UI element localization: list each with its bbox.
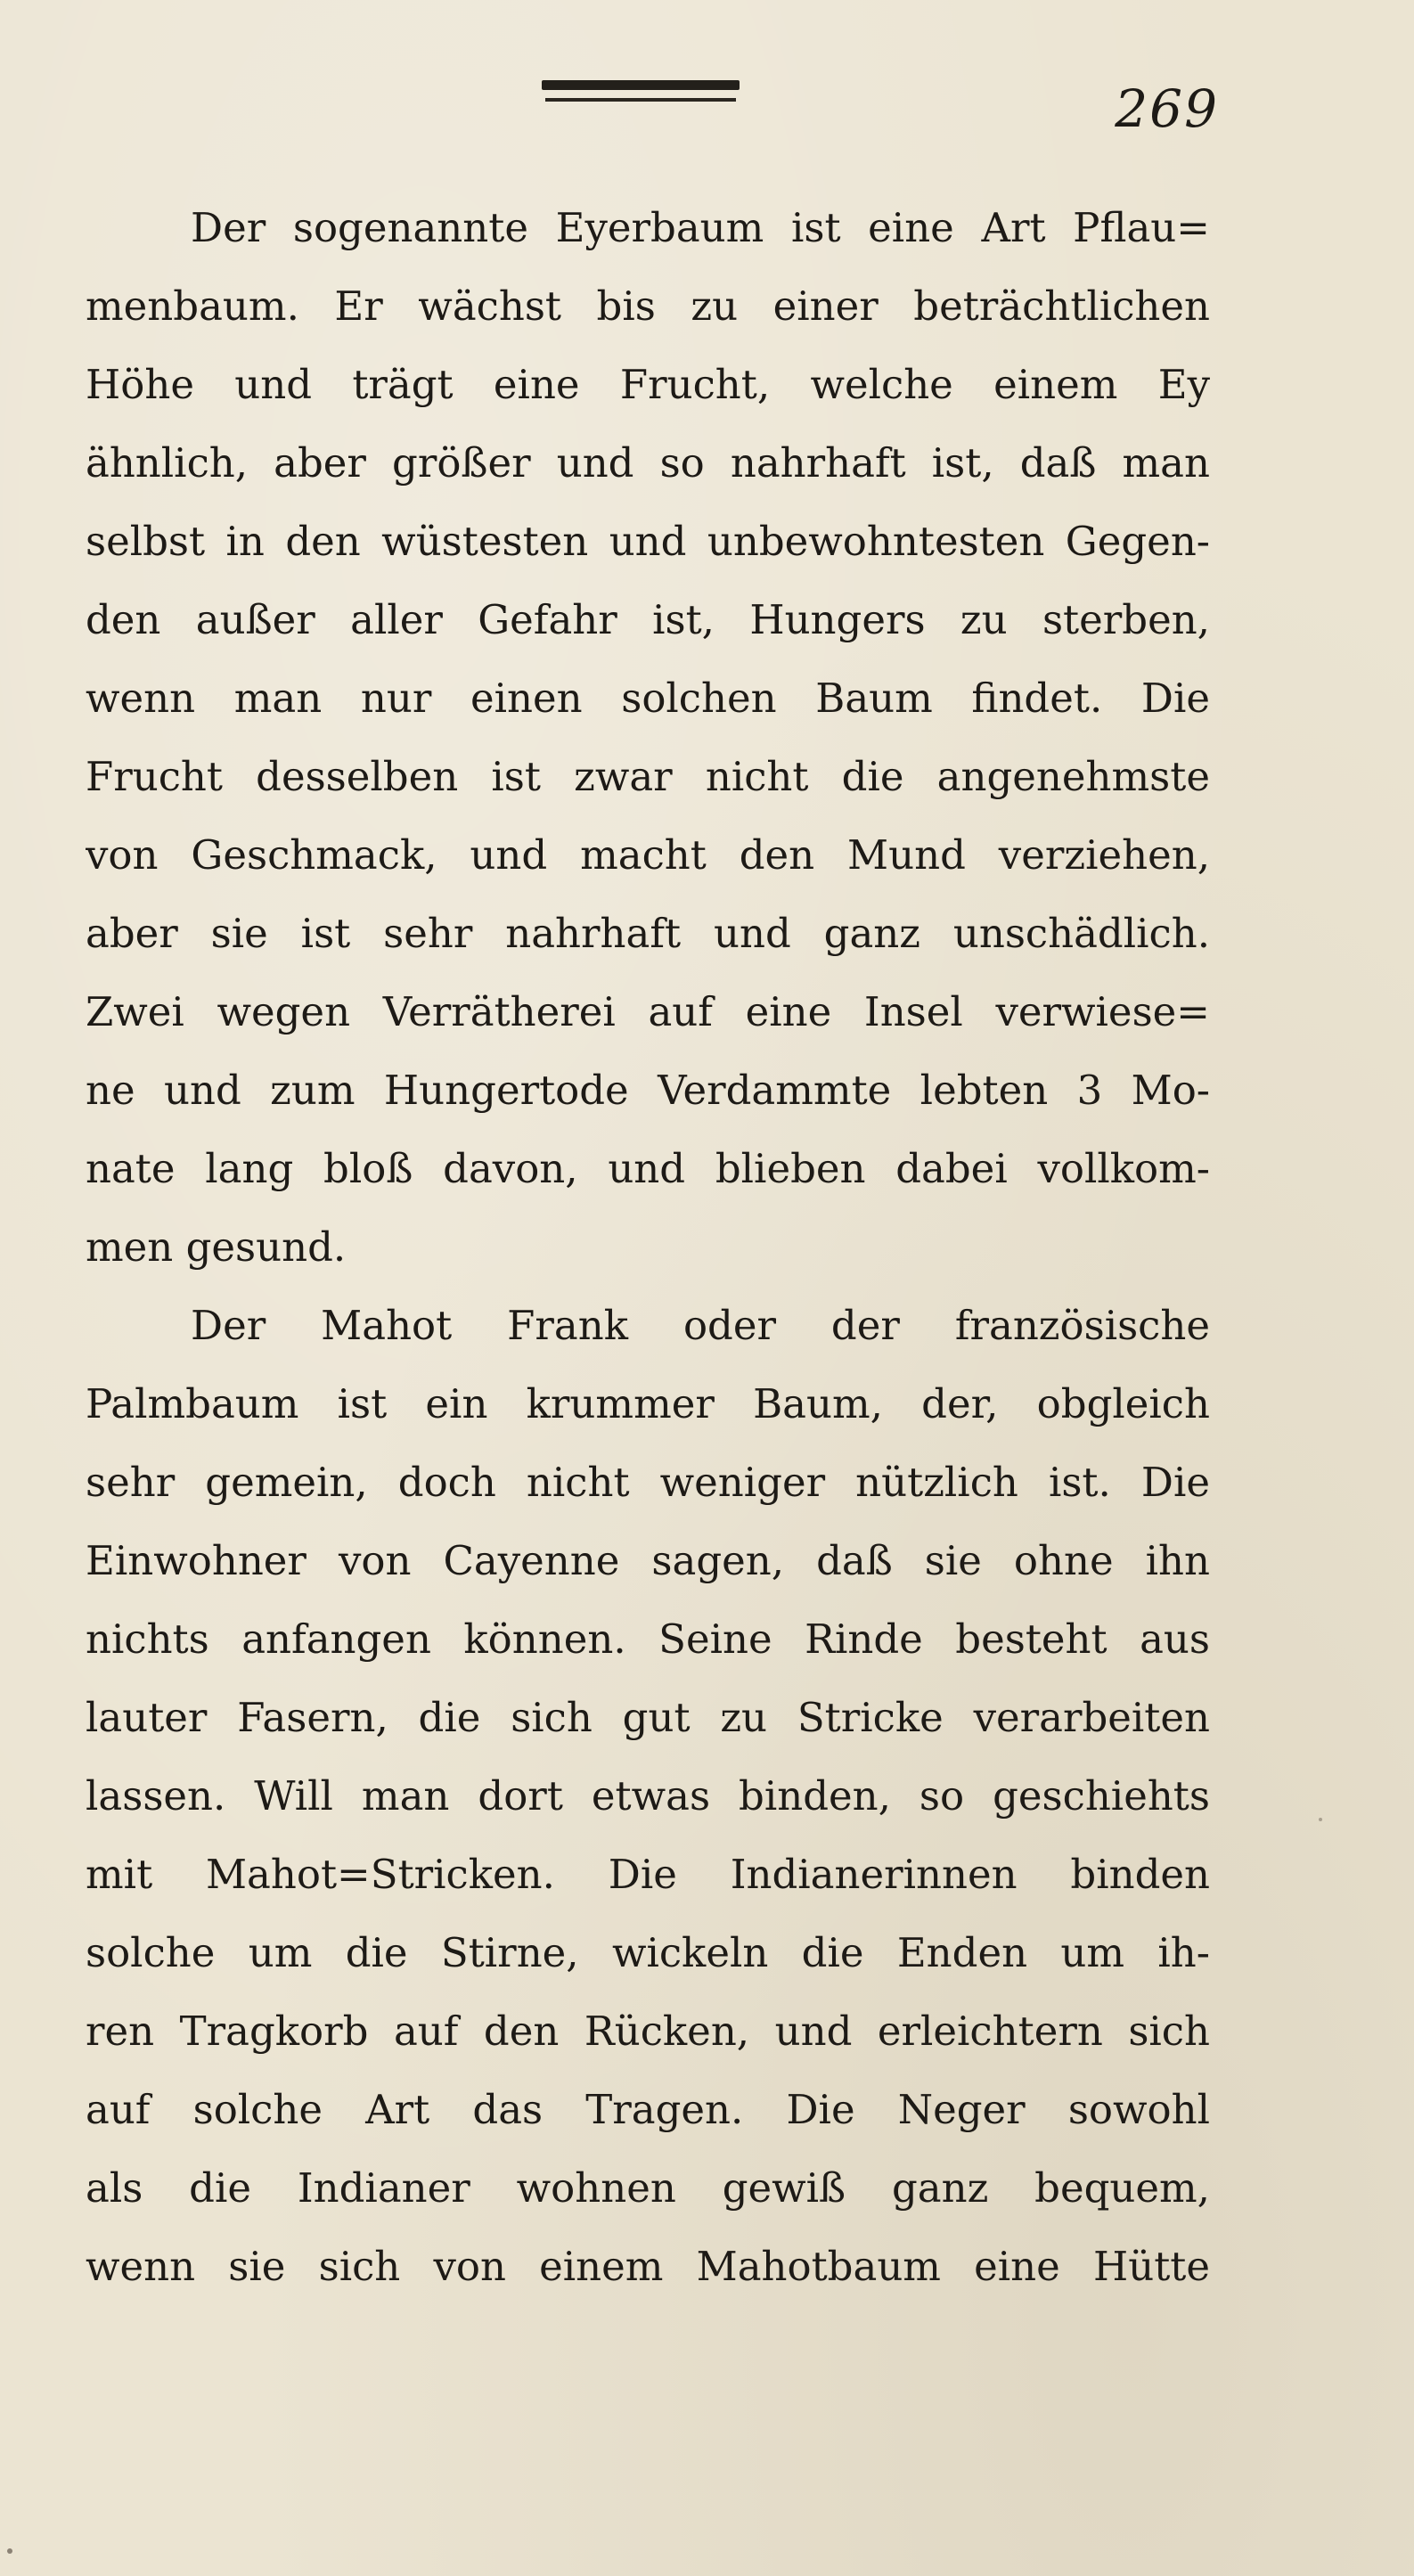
page-number: 269 <box>1115 78 1219 139</box>
paper-speck <box>7 2548 12 2554</box>
text-line: ne und zum Hungertode Verdammte lebten 3 Mo- <box>86 1067 1210 1114</box>
text-line: Einwohner von Cayenne sagen, daß sie ohne ihn <box>86 1537 1210 1584</box>
header-rule-thin <box>545 98 736 102</box>
text-line: als die Indianer wohnen gewiß ganz bequem, <box>86 2164 1210 2212</box>
text-line: Höhe und trägt eine Frucht, welche einem Ey <box>86 361 1210 408</box>
body-text <box>86 189 1210 2306</box>
text-line: nate lang bloß davon, und blieben dabei vollkom- <box>86 1145 1210 1192</box>
text-line: solche um die Stirne, wickeln die Enden um ih- <box>86 1929 1210 1976</box>
text-line: Zwei wegen Verrätherei auf eine Insel verwiese= <box>86 988 1210 1035</box>
text-line: Frucht desselben ist zwar nicht die angenehmste <box>86 753 1210 800</box>
text-line: ren Tragkorb auf den Rücken, und erleichtern sich <box>86 2008 1210 2055</box>
text-line: nichts anfangen können. Seine Rinde besteht aus <box>86 1615 1210 1663</box>
text-line: Der Mahot Frank oder der französische <box>191 1302 1210 1349</box>
text-line: Der sogenannte Eyerbaum ist eine Art Pflau= <box>191 204 1210 251</box>
text-line: selbst in den wüstesten und unbewohntesten Gegen- <box>86 518 1210 565</box>
text-line: von Geschmack, und macht den Mund verziehen, <box>86 831 1210 879</box>
text-line: wenn sie sich von einem Mahotbaum eine Hütte <box>86 2243 1210 2290</box>
text-line: lauter Fasern, die sich gut zu Stricke verarbeiten <box>86 1694 1210 1741</box>
text-line: aber sie ist sehr nahrhaft und ganz unschädlich. <box>86 910 1210 957</box>
text-line: mit Mahot=Stricken. Die Indianerinnen binden <box>86 1851 1210 1898</box>
text-line: Palmbaum ist ein krummer Baum, der, obgleich <box>86 1380 1210 1427</box>
text-line: ähnlich, aber größer und so nahrhaft ist, daß man <box>86 439 1210 487</box>
header-ornament-rule <box>542 80 740 107</box>
text-line: lassen. Will man dort etwas binden, so geschiehts <box>86 1772 1210 1820</box>
text-line: wenn man nur einen solchen Baum findet. Die <box>86 675 1210 722</box>
text-line: men gesund. <box>86 1223 347 1271</box>
text-line: auf solche Art das Tragen. Die Neger sowohl <box>86 2086 1210 2133</box>
paper-speck <box>1319 1818 1322 1821</box>
text-line: den außer aller Gefahr ist, Hungers zu sterben, <box>86 596 1210 643</box>
header-rule-thick <box>542 80 740 90</box>
text-line: menbaum. Er wächst bis zu einer beträchtlichen <box>86 282 1210 330</box>
text-line: sehr gemein, doch nicht weniger nützlich ist. Die <box>86 1459 1210 1506</box>
